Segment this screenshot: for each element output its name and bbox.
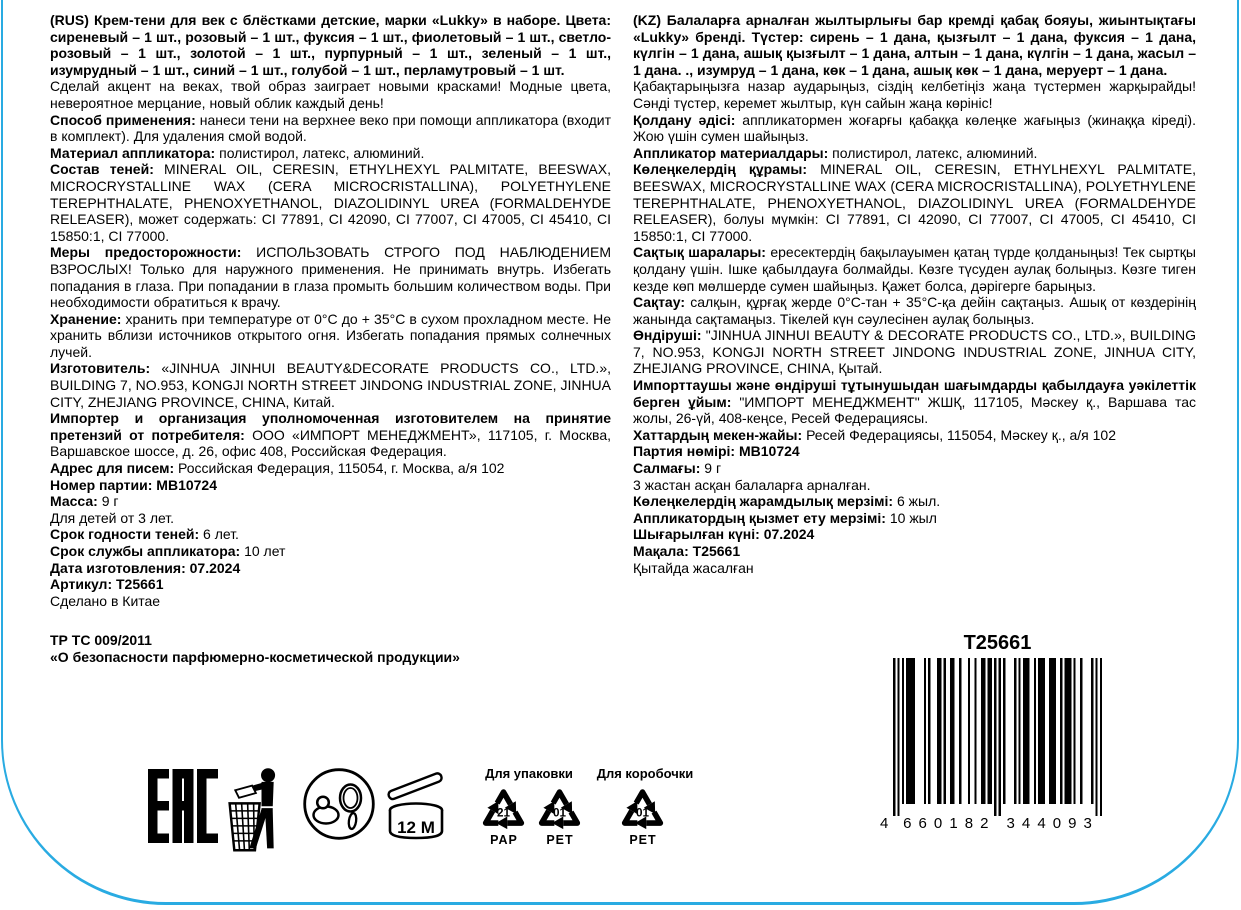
bold-text: Артикул: Т25661 bbox=[50, 576, 164, 593]
rus-production-date bbox=[50, 560, 611, 577]
kz-batch-number bbox=[633, 443, 1196, 460]
recycling-code: 01 bbox=[552, 806, 567, 820]
bold-text: Мақала: Т25661 bbox=[633, 543, 741, 559]
kz-age-restriction bbox=[633, 477, 1196, 494]
tidy-man-icon bbox=[224, 764, 284, 854]
regular-text: 3 жастан асқан балаларға арналған. bbox=[633, 476, 871, 493]
box-recycling-label: Для коробочки bbox=[596, 766, 694, 781]
kz-precautions bbox=[633, 244, 1196, 294]
rus-usage bbox=[50, 112, 611, 145]
period-after-opening-icon bbox=[385, 770, 447, 842]
bold-text: Салмағы: bbox=[633, 460, 701, 477]
regular-text: "ИМПОРТ МЕНЕДЖМЕНТ" ЖШҚ, 117105, Мәскеу қ., Варшава тас жолы, 26-үй, 408-кеңсе, Ресей Федерациясы. bbox=[633, 393, 1196, 427]
kz-storage bbox=[633, 294, 1196, 327]
pao-12m-label: 12 M bbox=[397, 818, 435, 837]
barcode-digit: 0 bbox=[1052, 815, 1062, 832]
rus-product-title bbox=[50, 12, 611, 78]
rus-mass bbox=[50, 493, 611, 510]
kz-shelf-life bbox=[633, 493, 1196, 510]
bold-text: Қолдану әдісі: bbox=[633, 111, 736, 128]
ean13-barcode bbox=[880, 658, 1115, 837]
bold-text: Партия нөмірі: MB10724 bbox=[633, 443, 800, 460]
rus-regulation-code bbox=[50, 632, 611, 649]
rus-applicator-life bbox=[50, 543, 611, 560]
rus-applicator-material bbox=[50, 145, 611, 162]
rus-manufacturer bbox=[50, 360, 611, 410]
russian-text-column bbox=[50, 12, 611, 666]
regular-text: MINERAL OIL, CERESIN, ETHYLHEXYL PALMITATE, BEESWAX, MICROCRYSTALLINE WAX (CERA MICROCRISTALLINA), POLYETHYLENE TEREPHTHALATE, PHENOXYETHANOL, DIAZOLIDINYL UREA (FORMALDEHYDE RELEASER), может содержать: CI 77891, CI 42090, CI 77007, CI 47005, CI 45410, CI 15850:1, CI 77000. bbox=[50, 161, 611, 244]
material-code-pet-box: PET bbox=[629, 833, 657, 847]
rus-article-number bbox=[50, 576, 611, 593]
barcode-digit: 6 bbox=[918, 815, 927, 832]
barcode-digit: 3 bbox=[1083, 815, 1092, 832]
bold-text: Өндіруші: bbox=[633, 327, 702, 344]
barcode-digit: 9 bbox=[1068, 815, 1077, 832]
bold-text: Срок службы аппликатора: bbox=[50, 543, 241, 559]
kz-marketing-text bbox=[633, 78, 1196, 111]
barcode-digit: 4 bbox=[1021, 815, 1031, 832]
recycling-pap-21-icon bbox=[481, 786, 526, 831]
kz-composition bbox=[633, 161, 1196, 244]
regular-text: ООО «ИМПОРТ МЕНЕДЖМЕНТ», 117105, г. Москва, Варшавское шоссе, д. 26, офис 408, Российская Федерация. bbox=[50, 426, 611, 460]
regular-text: Қабақтарыңызға назар аударыңыз, сіздің келбетіңіз жаңа түстермен жарқырайды! Сәнді түстер, керемет жылтыр, күн сайын жаңа көрініс! bbox=[633, 78, 1196, 111]
barcode-digit: 3 bbox=[1006, 815, 1015, 832]
rus-regulation-name bbox=[50, 649, 611, 666]
barcode-article-number: T25661 bbox=[963, 632, 1032, 654]
regular-text: салқын, құрғақ жерде 0°С-тан + 35°С-қа дейін сақтаңыз. Ашық от көздерінің жанында сақтамаңыз. Тікелей күн сәулесінен аулақ болыңыз. bbox=[633, 294, 1196, 327]
bold-text: Көлеңкелердің құрамы: bbox=[633, 161, 807, 178]
regular-text: полистирол, латекс, алюминий. bbox=[215, 144, 425, 161]
regular-text: 6 лет. bbox=[199, 526, 239, 543]
material-code-pap: PAP bbox=[490, 833, 518, 847]
barcode-digit: 8 bbox=[964, 815, 974, 832]
bold-text: Сақтық шаралары: bbox=[633, 244, 766, 261]
bold-text: Аппликатор материалдары: bbox=[633, 144, 829, 161]
kz-applicator-life bbox=[633, 510, 1196, 527]
barcode-digit: 4 bbox=[880, 815, 889, 832]
barcode-digit: 0 bbox=[933, 815, 943, 832]
kz-manufacturer bbox=[633, 327, 1196, 377]
barcode-digit: 2 bbox=[980, 815, 989, 832]
kz-article-number bbox=[633, 543, 1196, 560]
kz-usage bbox=[633, 112, 1196, 145]
kz-applicator-material bbox=[633, 145, 1196, 162]
regular-text: полистирол, латекс, алюминий. bbox=[828, 144, 1038, 161]
rus-marketing-text bbox=[50, 78, 611, 111]
bold-text: Способ применения: bbox=[50, 111, 196, 128]
kz-importer bbox=[633, 377, 1196, 427]
bold-text: Импортер и организация уполномоченная изготовителем на принятие претензий от потребителя: bbox=[50, 410, 611, 443]
regular-text: «JINHUA JINHUI BEAUTY&DECORATE PRODUCTS CO., LTD.», BUILDING 7, NO.953, KONGJI NORTH STREET JINDONG INDUSTRIAL ZONE, JINHUA CITY, ZHEJIANG PROVINCE, CHINA, Китай. bbox=[50, 360, 611, 410]
bold-text: Изготовитель: bbox=[50, 360, 151, 377]
barcode-digit: 6 bbox=[903, 815, 912, 832]
regular-text: 10 жыл bbox=[885, 509, 937, 526]
regular-text: "JINHUA JINHUI BEAUTY & DECORATE PRODUCTS CO., LTD.», BUILDING 7, NO.953, KONGJI NORTH STREET JINDONG INDUSTRIAL ZONE, JINHUA CITY, ZHEJIANG PROVINCE, CHINA, Қытай. bbox=[633, 327, 1196, 377]
bold-text: «О безопасности парфюмерно-косметической продукции» bbox=[50, 648, 460, 665]
regular-text: 6 жыл. bbox=[893, 493, 941, 510]
barcode-digit: 1 bbox=[949, 815, 958, 832]
bold-text: Сақтау: bbox=[633, 294, 685, 311]
bold-text: (KZ) Балаларға арналған жылтырлығы бар кремді қабақ бояуы, жиынтықтағы «Lukky» бренді. Түстер: сирень – 1 дана, қызғылт – 1 дана, фуксия – 1 дана, күлгін – 1 дана, ашық қызғылт – 1 дана, алтын – 1 дана, күлгін – 1 дана, жасыл – 1 дана. ., изумруд – 1 дана, көк – 1 дана, ашық көк – 1 дана, меруерт – 1 дана. bbox=[633, 12, 1196, 78]
regular-text: Қытайда жасалған bbox=[633, 559, 754, 576]
bold-text: ТР ТС 009/2011 bbox=[50, 632, 152, 649]
regular-text: Российская Федерация, 115054, г. Москва, а/я 102 bbox=[174, 460, 505, 477]
regular-text: 9 г bbox=[700, 460, 722, 477]
regular-text: Сделано в Китае bbox=[50, 592, 161, 609]
rus-composition bbox=[50, 161, 611, 244]
kz-production-date bbox=[633, 526, 1196, 543]
regular-text: Для детей от 3 лет. bbox=[50, 509, 175, 526]
regular-text: Ресей Федерациясы, 115054, Мәскеу қ., а/я 102 bbox=[802, 426, 1116, 443]
barcode-digit: 4 bbox=[1037, 815, 1046, 832]
rus-batch-number bbox=[50, 477, 611, 494]
rus-mail-address bbox=[50, 460, 611, 477]
bold-text: Хранение: bbox=[50, 310, 122, 327]
bold-text: Импорттаушы және өндіруші тұтынушыдан шағымдарды қабылдауға уәкілеттік берген ұйым: bbox=[633, 377, 1196, 410]
bold-text: Көлеңкелердің жарамдылық мерзімі: bbox=[633, 493, 894, 510]
rus-precautions bbox=[50, 244, 611, 310]
kz-mass bbox=[633, 460, 1196, 477]
kz-product-title bbox=[633, 12, 1196, 78]
bold-text: Шығарылған күні: 07.2024 bbox=[633, 526, 815, 543]
bold-text: Хаттардың мекен-жайы: bbox=[633, 426, 803, 443]
bold-text: Номер партии: MB10724 bbox=[50, 476, 217, 493]
regular-text: ИСПОЛЬЗОВАТЬ СТРОГО ПОД НАБЛЮДЕНИЕМ ВЗРОСЛЫХ! Только для наружного применения. Не принимать внутрь. Избегать попадания в глаза. При попадании в глаза промыть большим количеством воды. При необходимости обратиться к врачу. bbox=[50, 244, 611, 311]
recycling-code: 21 bbox=[496, 806, 511, 820]
bold-text: Меры предосторожности: bbox=[50, 244, 242, 261]
recycling-code: 01 bbox=[635, 806, 650, 820]
rus-made-in bbox=[50, 593, 611, 610]
bold-text: Дата изготовления: 07.2024 bbox=[50, 559, 241, 576]
regular-text: ересектердің бақылауымен қатаң түрде қолданыңыз! Тек сыртқы қолдану үшін. Ішке қабылдауға болмайды. Көзге түсуден аулақ болыңыз. Көзге тиген кезде көп мөлшерде сумен шайыңыз. Қажет болса, дәрігерге барыңыз. bbox=[633, 244, 1196, 294]
bold-text: Состав теней: bbox=[50, 161, 154, 178]
rus-storage bbox=[50, 311, 611, 361]
rus-shelf-life bbox=[50, 526, 611, 543]
bold-text: Адрес для писем: bbox=[50, 460, 175, 477]
recycling-pet-01-icon bbox=[537, 786, 582, 831]
rus-age-restriction bbox=[50, 510, 611, 527]
kz-made-in bbox=[633, 560, 1196, 577]
regular-text: 9 г bbox=[97, 493, 119, 510]
rus-importer bbox=[50, 410, 611, 460]
packaging-recycling-label: Для упаковки bbox=[485, 766, 573, 781]
eac-mark-icon bbox=[148, 769, 218, 843]
cosmetics-icon bbox=[301, 766, 377, 842]
regular-text: 10 лет bbox=[240, 543, 286, 559]
recycling-pet-01-box-icon bbox=[620, 786, 665, 831]
regular-text: MINERAL OIL, CERESIN, ETHYLHEXYL PALMITATE, BEESWAX, MICROCRYSTALLINE WAX (CERA MICROCRISTALLINA), POLYETHYLENE TEREPHTHALATE, PHENOXYETHANOL, DIAZOLIDINYL UREA (FORMALDEHYDE RELEASER), болуы мүмкін: CI 77891, CI 42090, CI 77007, CI 47005, CI 45410, CI 15850:1, CI 77000. bbox=[633, 161, 1196, 244]
bold-text: Аппликатордың қызмет ету мерзімі: bbox=[633, 509, 886, 526]
material-code-pet: PET bbox=[546, 833, 574, 847]
bold-text: Срок годности теней: bbox=[50, 526, 200, 543]
bold-text: Масса: bbox=[50, 493, 98, 510]
regular-text: аппликатормен жоғарғы қабаққа көлеңке жағыңыз (жинаққа кіреді). Жою үшін сумен шайыңыз. bbox=[633, 111, 1196, 145]
kazakh-text-column bbox=[633, 12, 1196, 576]
regular-text: Сделай акцент на веках, твой образ заиграет новыми красками! Модные цвета, невероятное мерцание, новый облик каждый день! bbox=[50, 78, 611, 111]
regular-text: нанеси тени на верхнее веко при помощи аппликатора (входит в комплект). Для удаления смой водой. bbox=[50, 111, 611, 145]
regular-text: хранить при температуре от 0°С до + 35°С в сухом прохладном месте. Не хранить вблизи источников открытого огня. Избегать попадания прямых солнечных лучей. bbox=[50, 310, 611, 360]
bold-text: Материал аппликатора: bbox=[50, 144, 216, 161]
kz-mail-address bbox=[633, 427, 1196, 444]
bold-text: (RUS) Крем-тени для век с блёстками детские, марки «Lukky» в наборе. Цвета: сиреневый – 1 шт., розовый – 1 шт., фуксия – 1 шт., фиолетовый – 1 шт., светло-розовый – 1 шт., золотой – 1 шт., пурпурный – 1 шт., зеленый – 1 шт., изумрудный – 1 шт., синий – 1 шт., голубой – 1 шт., перламутровый – 1 шт. bbox=[50, 12, 611, 78]
